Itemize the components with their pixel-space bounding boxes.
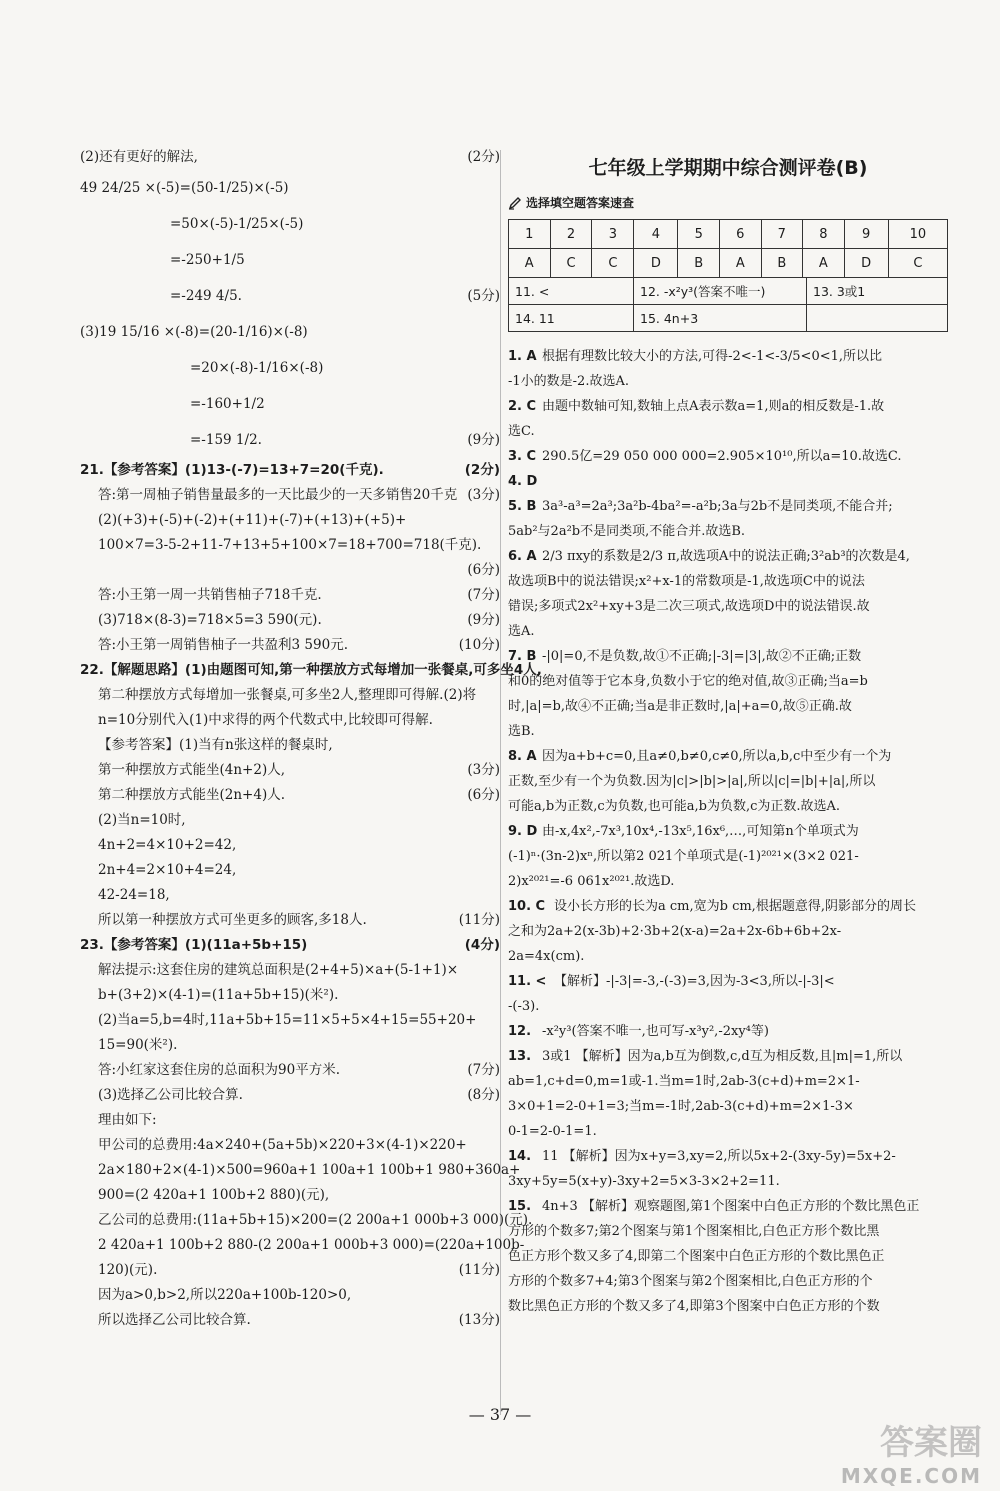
exam-title: 七年级上学期期中综合测评卷(B) bbox=[588, 157, 868, 179]
left-line-text: 22.【解题思路】(1)由题图可知,第一种摆放方式每增加一张餐桌,可多坐4人, bbox=[80, 662, 542, 678]
solution-line bbox=[508, 694, 948, 719]
solution-text: -1小的数是-2.故选A. bbox=[508, 374, 629, 389]
left-line bbox=[80, 1233, 525, 1258]
left-line bbox=[80, 708, 500, 733]
left-line bbox=[80, 314, 500, 350]
question-number-cell: 10 bbox=[888, 220, 947, 249]
fill-answer-table bbox=[508, 277, 948, 332]
solution-text: 290.5亿=29 050 000 000=2.905×10¹⁰,所以a=10.故选C. bbox=[542, 449, 902, 464]
left-line-text: 23.【参考答案】(1)(11a+5b+15) bbox=[80, 937, 308, 953]
score-label: (6分) bbox=[467, 787, 500, 803]
question-number-cell: 1 bbox=[509, 220, 551, 249]
solution-line bbox=[508, 1144, 948, 1169]
fill-answer-14: 14. 11 bbox=[509, 305, 634, 332]
left-line-text: 42-24=18, bbox=[98, 887, 170, 903]
left-line bbox=[80, 458, 500, 483]
solution-line bbox=[508, 819, 948, 844]
left-line-text: =-159 1/2. bbox=[190, 432, 262, 448]
fill-answer-13: 13. 3或1 bbox=[807, 278, 948, 305]
answer-cell: A bbox=[509, 249, 551, 278]
left-line-text: 甲公司的总费用:4a×240+(5a+5b)×220+3×(4-1)×220+ bbox=[98, 1137, 467, 1153]
right-column bbox=[508, 145, 948, 1319]
solution-text: -|0|=0,不是负数,故①不正确;|-3|=|3|,故②不正确;正数 bbox=[542, 649, 862, 664]
question-number-cell: 2 bbox=[550, 220, 592, 249]
left-line bbox=[80, 633, 500, 658]
score-label: (3分) bbox=[467, 762, 500, 778]
left-line bbox=[80, 242, 500, 278]
left-line-text: b+(3+2)×(4-1)=(11a+5b+15)(米²). bbox=[98, 987, 339, 1003]
left-line bbox=[80, 1033, 500, 1058]
left-line-text: 21.【参考答案】(1)13-(-7)=13+7=20(千克). bbox=[80, 462, 384, 478]
solution-line bbox=[508, 1119, 948, 1144]
solution-text: 之和为2a+2(x-3b)+2·3b+2(x-a)=2a+2x-6b+6b+2x- bbox=[508, 924, 842, 939]
question-number: 12. bbox=[508, 1024, 532, 1039]
fill-answer-15: 15. 4n+3 bbox=[634, 305, 807, 332]
left-line bbox=[80, 508, 500, 533]
left-line-text: (3)选择乙公司比较合算. bbox=[98, 1087, 243, 1103]
left-line bbox=[80, 983, 500, 1008]
left-line bbox=[80, 933, 500, 958]
solution-line bbox=[508, 444, 948, 469]
left-line-text: =-250+1/5 bbox=[170, 252, 245, 268]
left-line bbox=[80, 783, 500, 808]
score-label: (2分) bbox=[464, 462, 500, 478]
left-line-text: (2)还有更好的解法, bbox=[80, 149, 198, 165]
solution-line bbox=[508, 894, 948, 919]
left-line bbox=[80, 533, 500, 558]
question-number: 13. bbox=[508, 1049, 532, 1064]
solution-list bbox=[508, 344, 948, 1319]
solution-line bbox=[508, 1019, 948, 1044]
solution-text: 【解析】-|-3|=-3,-(-3)=3,因为-3<3,所以-|-3|< bbox=[554, 974, 835, 989]
solution-text: 5ab²与2a²b不是同类项,不能合并.故选B. bbox=[508, 524, 746, 539]
answer-table bbox=[508, 219, 948, 278]
left-line bbox=[80, 422, 500, 458]
left-line bbox=[80, 1083, 500, 1108]
left-line-text: 【参考答案】(1)当有n张这样的餐桌时, bbox=[98, 737, 333, 753]
left-line-text: 因为a>0,b>2,所以220a+100b-120>0, bbox=[98, 1287, 352, 1303]
solution-text: 根据有理数比较大小的方法,可得-2<-1<-3/5<0<1,所以比 bbox=[542, 349, 883, 364]
fill-answer-12: 12. -x²y³(答案不唯一) bbox=[634, 278, 807, 305]
question-number-cell: 7 bbox=[761, 220, 803, 249]
solution-text: 数比黑色正方形的个数又多了4,即第3个图案中白色正方形的个数 bbox=[508, 1299, 880, 1314]
answer-cell: C bbox=[888, 249, 947, 278]
solution-line bbox=[508, 719, 948, 744]
left-line bbox=[80, 558, 500, 583]
answer-cell: D bbox=[844, 249, 888, 278]
score-label: (8分) bbox=[467, 1087, 500, 1103]
left-line bbox=[80, 858, 500, 883]
solution-line bbox=[508, 644, 948, 669]
solution-text: 2a=4x(cm). bbox=[508, 949, 585, 964]
score-label: (11分) bbox=[458, 912, 500, 928]
solution-text: 方形的个数多7+4;第3个图案与第2个图案相比,白色正方形的个 bbox=[508, 1274, 873, 1289]
left-line-text: 120)(元). bbox=[98, 1262, 158, 1278]
answer-cell: B bbox=[761, 249, 803, 278]
left-line bbox=[80, 883, 500, 908]
solution-text: (-1)ⁿ·(3n-2)xⁿ,所以第2 021个单项式是(-1)²⁰²¹×(3×2 021- bbox=[508, 849, 859, 864]
left-line-text: (3)718×(8-3)=718×5=3 590(元). bbox=[98, 612, 322, 628]
solution-line bbox=[508, 544, 948, 569]
left-line bbox=[80, 483, 500, 508]
solution-line bbox=[508, 1069, 948, 1094]
score-label: (10分) bbox=[458, 637, 500, 653]
left-line bbox=[80, 350, 500, 386]
left-line bbox=[80, 733, 500, 758]
solution-text: 选C. bbox=[508, 424, 535, 439]
left-line-text: 理由如下: bbox=[98, 1112, 157, 1128]
quick-answer-label: 选择填空题答案速查 bbox=[526, 196, 635, 210]
solution-text: 选B. bbox=[508, 724, 535, 739]
left-line-text: 所以选择乙公司比较合算. bbox=[98, 1312, 251, 1328]
solution-line bbox=[508, 1244, 948, 1269]
left-line bbox=[80, 683, 500, 708]
solution-line bbox=[508, 869, 948, 894]
solution-text: -x²y³(答案不唯一,也可写-x³y²,-2xy⁴等) bbox=[542, 1024, 769, 1039]
solution-line bbox=[508, 419, 948, 444]
answer-cell: C bbox=[592, 249, 634, 278]
solution-text: 由题中数轴可知,数轴上点A表示数a=1,则a的相反数是-1.故 bbox=[542, 399, 885, 414]
left-line-text: 所以第一种摆放方式可坐更多的顾客,多18人. bbox=[98, 912, 367, 928]
solution-text: 2)x²⁰²¹=-6 061x²⁰²¹.故选D. bbox=[508, 874, 675, 889]
answer-table-answer-row bbox=[509, 249, 948, 278]
fill-answer-empty bbox=[807, 305, 948, 332]
solution-text: 时,|a|=b,故④不正确;当a是非正数时,|a|+a=0,故⑤正确.故 bbox=[508, 699, 852, 714]
left-line bbox=[80, 1108, 500, 1133]
question-number-cell: 9 bbox=[844, 220, 888, 249]
score-label: (4分) bbox=[464, 937, 500, 953]
left-line-text: 2n+4=2×10+4=24, bbox=[98, 862, 237, 878]
solution-line bbox=[508, 619, 948, 644]
left-line-text: =-160+1/2 bbox=[190, 396, 265, 412]
left-line-text: 第二种摆放方式每增加一张餐桌,可多坐2人,整理即可得解.(2)将 bbox=[98, 687, 477, 703]
solution-text: 方形的个数多7;第2个图案与第1个图案相比,白色正方形个数比黑 bbox=[508, 1224, 880, 1239]
solution-line bbox=[508, 1294, 948, 1319]
left-line bbox=[80, 1283, 500, 1308]
left-line-text: n=10分别代入(1)中求得的两个代数式中,比较即可得解. bbox=[98, 712, 433, 728]
left-line bbox=[80, 833, 500, 858]
solution-text: 正数,至少有一个为负数.因为|c|>|b|>|a|,所以|c|=|b|+|a|,所以 bbox=[508, 774, 876, 789]
left-line-text: 49 24/25 ×(-5)=(50-1/25)×(-5) bbox=[80, 180, 289, 196]
question-number-cell: 5 bbox=[678, 220, 720, 249]
left-line-text: 解法提示:这套住房的建筑总面积是(2+4+5)×a+(5-1+1)× bbox=[98, 962, 459, 978]
score-label: (6分) bbox=[467, 562, 500, 578]
left-line bbox=[80, 386, 500, 422]
score-label: (11分) bbox=[458, 1262, 500, 1278]
question-number: 11. < bbox=[508, 974, 547, 989]
solution-text: 3或1 【解析】因为a,b互为倒数,c,d互为相反数,且|m|=1,所以 bbox=[542, 1049, 903, 1064]
question-number: 4. D bbox=[508, 474, 538, 489]
score-label: (2分) bbox=[467, 149, 500, 165]
answer-cell: A bbox=[803, 249, 845, 278]
watermark-logo-text: 答案圈 bbox=[880, 1423, 982, 1463]
solution-text: 错误;多项式2x²+xy+3是二次三项式,故选项D中的说法错误.故 bbox=[508, 599, 870, 614]
left-line-text: (2)当a=5,b=4时,11a+5b+15=11×5+5×4+15=55+20+ bbox=[98, 1012, 477, 1028]
question-number-cell: 4 bbox=[634, 220, 678, 249]
left-line-text: (2)当n=10时, bbox=[98, 812, 186, 828]
left-line-text: 2a×180+2×(4-1)×500=960a+1 100a+1 100b+1 980+360a+ bbox=[98, 1162, 521, 1178]
solution-line bbox=[508, 1219, 948, 1244]
left-line-text: 900=(2 420a+1 100b+2 880)(元), bbox=[98, 1187, 330, 1203]
answer-cell: D bbox=[634, 249, 678, 278]
left-line-text: 4n+2=4×10+2=42, bbox=[98, 837, 237, 853]
solution-text: 3a³-a³=2a³;3a²b-4ba²=-a²b;3a与2b不是同类项,不能合并; bbox=[542, 499, 893, 514]
left-line-text: 100×7=3-5-2+11-7+13+5+100×7=18+700=718(千克). bbox=[98, 537, 482, 553]
solution-line bbox=[508, 919, 948, 944]
score-label: (7分) bbox=[467, 1062, 500, 1078]
left-line-text: =20×(-8)-1/16×(-8) bbox=[190, 360, 324, 376]
solution-line bbox=[508, 994, 948, 1019]
solution-line bbox=[508, 394, 948, 419]
solution-line bbox=[508, 594, 948, 619]
solution-text: 故选项B中的说法错误;x²+x-1的常数项是-1,故选项C中的说法 bbox=[508, 574, 865, 589]
left-line bbox=[80, 1308, 500, 1333]
solution-line bbox=[508, 794, 948, 819]
score-label: (9分) bbox=[467, 612, 500, 628]
solution-text: 可能a,b为正数,c为负数,也可能a,b为负数,c为正数.故选A. bbox=[508, 799, 841, 814]
left-line bbox=[80, 145, 500, 170]
solution-line bbox=[508, 1269, 948, 1294]
left-line bbox=[80, 1008, 500, 1033]
solution-text: 3xy+5y=5(x+y)-3xy+2=5×3-3×2+2=11. bbox=[508, 1174, 780, 1189]
solution-text: -(-3). bbox=[508, 999, 540, 1014]
question-number: 10. C bbox=[508, 899, 546, 914]
solution-line bbox=[508, 744, 948, 769]
left-line-text: 答:第一周柚子销售量最多的一天比最少的一天多销售20千克 bbox=[98, 487, 458, 503]
solution-text: 设小长方形的长为a cm,宽为b cm,根据题意得,阴影部分的周长 bbox=[554, 899, 916, 914]
left-line bbox=[80, 206, 500, 242]
left-line-text: =-249 4/5. bbox=[170, 288, 242, 304]
site-watermark bbox=[782, 1415, 982, 1488]
question-number: 15. bbox=[508, 1199, 532, 1214]
left-line bbox=[80, 1158, 521, 1183]
left-line bbox=[80, 278, 500, 314]
answer-table-header-row bbox=[509, 220, 948, 249]
left-line bbox=[80, 608, 500, 633]
solution-line bbox=[508, 469, 948, 494]
solution-line bbox=[508, 1169, 948, 1194]
answer-cell: B bbox=[678, 249, 720, 278]
solution-text: 由-x,4x²,-7x³,10x⁴,-13x⁵,16x⁶,…,可知第n个单项式为 bbox=[542, 824, 859, 839]
answer-cell: A bbox=[720, 249, 762, 278]
question-number: 1. A bbox=[508, 349, 537, 364]
solution-text: 2/3 πxy的系数是2/3 π,故选项A中的说法正确;3²ab³的次数是4, bbox=[542, 549, 910, 564]
left-line-text: 2 420a+1 100b+2 880-(2 200a+1 000b+3 000)=(220a+100b- bbox=[98, 1237, 525, 1253]
left-line-text: (2)(+3)+(-5)+(-2)+(+11)+(-7)+(+13)+(+5)+ bbox=[98, 512, 407, 528]
solution-line bbox=[508, 669, 948, 694]
left-line-text: 答:小王第一周销售柚子一共盈利3 590元. bbox=[98, 637, 348, 653]
solution-line bbox=[508, 494, 948, 519]
left-line bbox=[80, 958, 500, 983]
question-number: 9. D bbox=[508, 824, 538, 839]
question-number: 6. A bbox=[508, 549, 537, 564]
left-line bbox=[80, 1058, 500, 1083]
watermark-url: MXQE.COM bbox=[840, 1464, 982, 1488]
solution-line bbox=[508, 769, 948, 794]
solution-text: ab=1,c+d=0,m=1或-1.当m=1时,2ab-3(c+d)+m=2×1- bbox=[508, 1074, 860, 1089]
solution-text: 11 【解析】因为x+y=3,xy=2,所以5x+2-(3xy-5y)=5x+2- bbox=[542, 1149, 896, 1164]
solution-text: 选A. bbox=[508, 624, 535, 639]
left-line bbox=[80, 583, 500, 608]
left-line-text: =50×(-5)-1/25×(-5) bbox=[170, 216, 304, 232]
left-line-text: 答:小王第一周一共销售柚子718千克. bbox=[98, 587, 322, 603]
quick-answer-heading bbox=[508, 194, 948, 211]
solution-text: 4n+3 【解析】观察题图,第1个图案中白色正方形的个数比黑色正 bbox=[542, 1199, 920, 1214]
question-number-cell: 6 bbox=[720, 220, 762, 249]
score-label: (7分) bbox=[467, 587, 500, 603]
score-label: (9分) bbox=[467, 432, 500, 448]
left-line-text: 第二种摆放方式能坐(2n+4)人. bbox=[98, 787, 286, 803]
score-label: (13分) bbox=[458, 1312, 500, 1328]
left-line-text: 第一种摆放方式能坐(4n+2)人, bbox=[98, 762, 286, 778]
left-line bbox=[80, 658, 542, 683]
question-number: 2. C bbox=[508, 399, 537, 414]
question-number-cell: 8 bbox=[803, 220, 845, 249]
solution-text: 色正方形个数又多了4,即第二个图案中白色正方形的个数比黑色正 bbox=[508, 1249, 885, 1264]
solution-line bbox=[508, 1044, 948, 1069]
score-label: (5分) bbox=[467, 288, 500, 304]
left-line bbox=[80, 758, 500, 783]
question-number: 8. A bbox=[508, 749, 537, 764]
left-line bbox=[80, 1183, 500, 1208]
solution-text: 0-1=2-0-1=1. bbox=[508, 1124, 597, 1139]
question-number: 3. C bbox=[508, 449, 537, 464]
solution-line bbox=[508, 1194, 948, 1219]
solution-line bbox=[508, 969, 948, 994]
fill-answer-11: 11. < bbox=[509, 278, 634, 305]
left-line-text: 乙公司的总费用:(11a+5b+15)×200=(2 200a+1 000b+3 000)(元). bbox=[98, 1212, 533, 1228]
solution-line bbox=[508, 844, 948, 869]
answer-cell: C bbox=[550, 249, 592, 278]
question-number: 5. B bbox=[508, 499, 537, 514]
solution-text: 3×0+1=2-0+1=3;当m=-1时,2ab-3(c+d)+m=2×1-3× bbox=[508, 1099, 854, 1114]
left-line bbox=[80, 1258, 500, 1283]
question-number-cell: 3 bbox=[592, 220, 634, 249]
left-line-text: 15=90(米²). bbox=[98, 1037, 178, 1053]
question-number: 14. bbox=[508, 1149, 532, 1164]
left-line bbox=[80, 908, 500, 933]
left-line-text: 答:小红家这套住房的总面积为90平方米. bbox=[98, 1062, 341, 1078]
left-line bbox=[80, 170, 500, 206]
left-line bbox=[80, 1133, 500, 1158]
score-label: (3分) bbox=[467, 487, 500, 503]
left-line bbox=[80, 1208, 533, 1233]
solution-line bbox=[508, 344, 948, 369]
solution-line bbox=[508, 369, 948, 394]
pencil-icon bbox=[508, 196, 522, 210]
page-number: — 37 — bbox=[468, 1405, 532, 1424]
solution-text: 和0的绝对值等于它本身,负数小于它的绝对值,故③正确;当a=b bbox=[508, 674, 868, 689]
solution-line bbox=[508, 569, 948, 594]
solution-line bbox=[508, 1094, 948, 1119]
left-line-text: (3)19 15/16 ×(-8)=(20-1/16)×(-8) bbox=[80, 324, 308, 340]
left-line bbox=[80, 808, 500, 833]
solution-line bbox=[508, 519, 948, 544]
question-number: 7. B bbox=[508, 649, 537, 664]
solution-line bbox=[508, 944, 948, 969]
solution-text: 因为a+b+c=0,且a≠0,b≠0,c≠0,所以a,b,c中至少有一个为 bbox=[542, 749, 892, 764]
